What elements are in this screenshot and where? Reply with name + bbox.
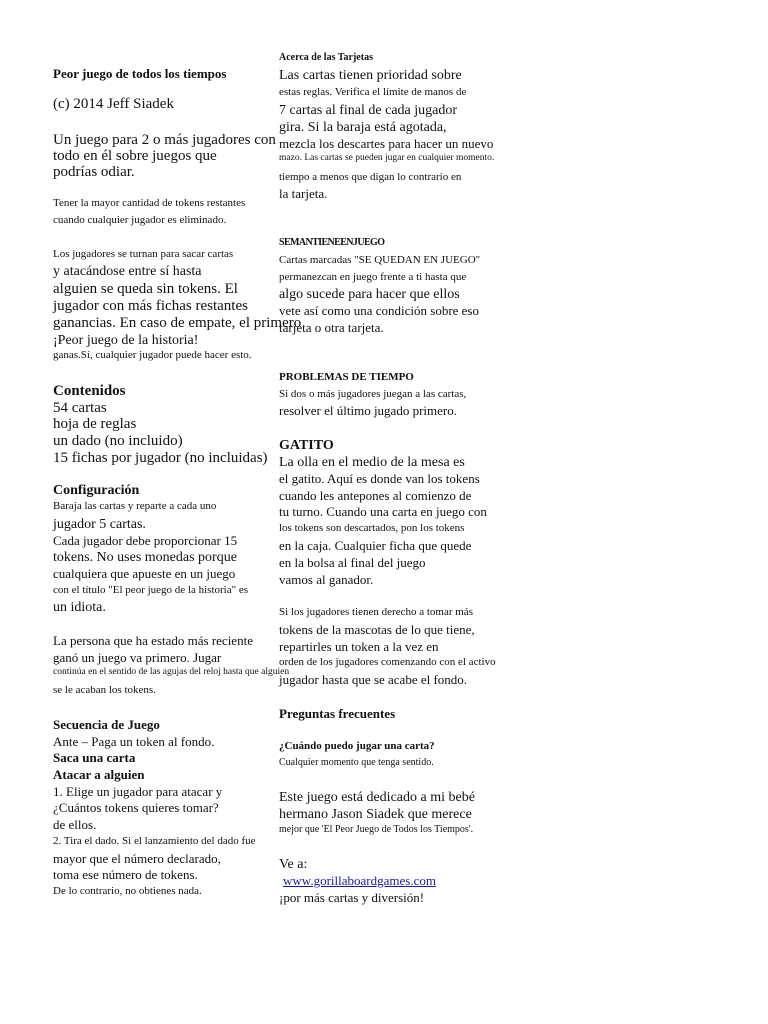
setup-heading: Configuración <box>53 483 140 498</box>
turns-line: jugador con más fichas restantes <box>53 298 248 314</box>
kitty-line: cuando les antepones al comienzo de <box>279 488 472 503</box>
turns-line: ganancias. En caso de empate, el primero <box>53 315 302 331</box>
turns-line: ¡Peor juego de la historia! <box>53 333 199 348</box>
stays-line: Cartas marcadas "SE QUEDAN EN JUEGO" <box>279 254 481 266</box>
contents-item: 54 cartas <box>53 400 107 416</box>
copyright: (c) 2014 Jeff Siadek <box>53 96 174 112</box>
visit-label: Ve a: <box>279 857 308 872</box>
contents-heading: Contenidos <box>53 383 126 399</box>
kitty-line: tu turno. Cuando una carta en juego con <box>279 504 487 519</box>
faq-heading: Preguntas frecuentes <box>279 706 396 721</box>
setup-line: Baraja las cartas y reparte a cada uno <box>53 500 217 512</box>
timing-line: resolver el último jugado primero. <box>279 403 457 418</box>
game-title: Peor juego de todos los tiempos <box>53 66 227 81</box>
sequence-line: mayor que el número declarado, <box>53 851 221 866</box>
share-line: repartirles un token a la vez en <box>279 639 439 654</box>
sequence-line: De lo contrario, no obtienes nada. <box>53 885 202 897</box>
kitty-line: vamos al ganador. <box>279 572 374 587</box>
turns-line: ganas.Sí, cualquier jugador puede hacer esto. <box>53 349 252 361</box>
goal-line: cuando cualquier jugador es eliminado. <box>53 214 227 226</box>
share-line: Si los jugadores tienen derecho a tomar más <box>279 606 473 618</box>
share-line: orden de los jugadores comenzando con el activo <box>279 656 496 668</box>
first-player-line: La persona que ha estado más reciente <box>53 633 253 648</box>
sequence-line: de ellos. <box>53 817 97 832</box>
setup-line: tokens. No uses monedas porque <box>53 550 237 565</box>
faq-answer: Cualquier momento que tenga sentido. <box>279 757 434 768</box>
turns-line: y atacándose entre sí hasta <box>53 264 202 279</box>
sequence-line: 1. Elige un jugador para atacar y <box>53 784 223 799</box>
stays-line: vete así como una condición sobre eso <box>279 303 479 318</box>
sequence-line: Ante – Paga un token al fondo. <box>53 734 215 749</box>
turns-line: alguien se queda sin tokens. El <box>53 281 238 297</box>
contents-item: 15 fichas por jugador (no incluidas) <box>53 450 268 466</box>
intro-line: Un juego para 2 o más jugadores con <box>53 132 276 148</box>
timing-heading: PROBLEMAS DE TIEMPO <box>279 371 414 383</box>
setup-line: cualquiera que apueste en un juego <box>53 566 236 581</box>
first-player-line: ganó un juego va primero. Jugar <box>53 650 222 665</box>
cards-line: mazo. Las cartas se pueden jugar en cualquier momento. <box>279 153 495 163</box>
dedication-line: hermano Jason Siadek que merece <box>279 807 472 822</box>
kitty-line: La olla en el medio de la mesa es <box>279 455 465 470</box>
stays-line: permanezcan en juego frente a ti hasta que <box>279 271 467 283</box>
setup-line: un idiota. <box>53 600 106 615</box>
setup-line: jugador 5 cartas. <box>53 517 146 532</box>
kitty-line: en la bolsa al final del juego <box>279 555 426 570</box>
share-line: jugador hasta que se acabe el fondo. <box>279 672 468 687</box>
contents-item: un dado (no incluido) <box>53 433 183 449</box>
kitty-line: en la caja. Cualquier ficha que quede <box>279 538 472 553</box>
cards-line: la tarjeta. <box>279 186 328 201</box>
contents-item: hoja de reglas <box>53 416 137 432</box>
kitty-line: los tokens son descartados, pon los tokens <box>279 522 465 534</box>
first-player-line: continúa en el sentido de las agujas del reloj hasta que alguien <box>53 667 290 677</box>
sequence-line: ¿Cuántos tokens quieres tomar? <box>53 800 219 815</box>
cards-line: 7 cartas al final de cada jugador <box>279 103 458 118</box>
sequence-heading: Secuencia de Juego <box>53 717 160 732</box>
sequence-line: Atacar a alguien <box>53 767 145 782</box>
website-link[interactable]: www.gorillaboardgames.com <box>283 873 436 888</box>
share-line: tokens de la mascotas de lo que tiene, <box>279 622 475 637</box>
setup-line: Cada jugador debe proporcionar 15 <box>53 533 238 548</box>
first-player-line: se le acaban los tokens. <box>53 684 156 696</box>
setup-line: con el título "El peor juego de la historia" es <box>53 584 249 596</box>
sequence-line: toma ese número de tokens. <box>53 867 198 882</box>
cards-line: Las cartas tienen prioridad sobre <box>279 68 462 83</box>
kitty-heading: GATITO <box>279 438 334 453</box>
goal-line: Tener la mayor cantidad de tokens restantes <box>53 197 246 209</box>
stays-line: tarjeta o otra tarjeta. <box>279 320 384 335</box>
cards-line: gira. Si la baraja está agotada, <box>279 120 447 135</box>
turns-line: Los jugadores se turnan para sacar cartas <box>53 248 234 260</box>
sequence-line: 2. Tira el dado. Si el lanzamiento del dado fue <box>53 835 256 847</box>
faq-question: ¿Cuándo puedo jugar una carta? <box>279 740 435 752</box>
stays-line: algo sucede para hacer que ellos <box>279 287 460 302</box>
sequence-line: Saca una carta <box>53 750 136 765</box>
cards-heading: Acerca de las Tarjetas <box>279 52 373 63</box>
kitty-line: el gatito. Aquí es donde van los tokens <box>279 471 480 486</box>
cards-line: estas reglas. Verifica el límite de manos de <box>279 86 467 98</box>
cards-line: mezcla los descartes para hacer un nuevo <box>279 136 494 151</box>
intro-line: podrías odiar. <box>53 164 135 180</box>
dedication-line: Este juego está dedicado a mi bebé <box>279 790 475 805</box>
dedication-line: mejor que 'El Peor Juego de Todos los Tiempos'. <box>279 824 474 835</box>
intro-line: todo en él sobre juegos que <box>53 148 217 164</box>
cards-line: tiempo a menos que digan lo contrario en <box>279 171 462 183</box>
timing-line: Si dos o más jugadores juegan a las cartas, <box>279 388 467 400</box>
stays-heading: SEMANTIENEENJUEGO <box>279 237 385 248</box>
closing-line: ¡por más cartas y diversión! <box>279 890 425 905</box>
